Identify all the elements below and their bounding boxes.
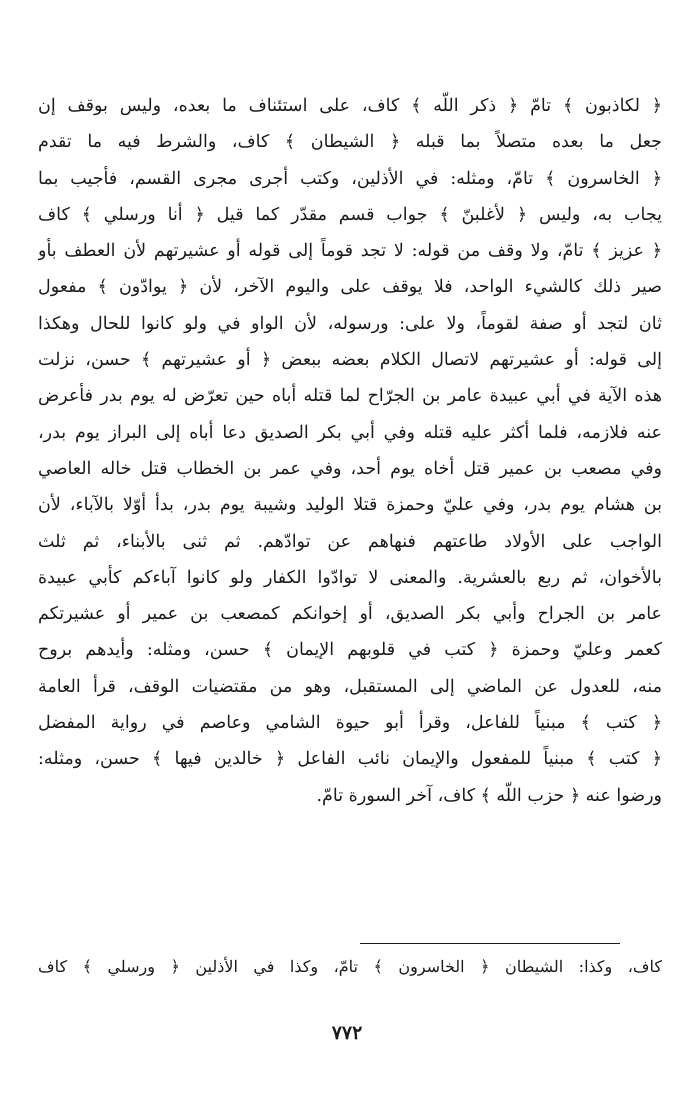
text-line-last: ورضوا عنه ﴿ حزب اللّه ﴾ كاف، آخر السورة تامّ. bbox=[316, 785, 662, 806]
text-line: وفي مصعب بن عمير قتل أخاه يوم أحد، وفي عمر بن الخطاب قتل خاله العاصي bbox=[38, 458, 662, 479]
text-line: ﴿ كتب ﴾ مبنياً للفاعل، وقرأ أبو حيوة الشامي وعاصم في رواية المفضل bbox=[38, 713, 662, 734]
text-line: عامر بن الجراح وأبي بكر الصديق، أو إخوانكم كمصعب بن عمير أو عشيرتكم bbox=[38, 604, 662, 625]
text-line: صير ذلك كالشيء الواحد، فلا يوقف على واليوم الآخر، لأن ﴿ يوادّون ﴾ مفعول bbox=[38, 277, 662, 298]
text-line: عنه فلازمه، فلما أكثر عليه قتله وفي أبي بكر الصديق دعا أباه إلى البراز يوم بدر، bbox=[38, 422, 662, 443]
page-number: ٧٧٢ bbox=[331, 1022, 363, 1044]
text-line: ﴿ كتب ﴾ مبنياً للمفعول والإيمان نائب الفاعل ﴿ خالدين فيها ﴾ حسن، ومثله: bbox=[38, 749, 662, 770]
text-line: كعمر وعليّ وحمزة ﴿ كتب في قلوبهم الإيمان ﴾ حسن، ومثله: وأيدهم بروح bbox=[38, 640, 662, 661]
text-line: ثان لتجد أو صفة لقوماً، ولا على: ورسوله، لأن الواو في ولو كانوا للحال وهكذا bbox=[38, 313, 662, 334]
text-line: الواجب على الأولاد طاعتهم فنهاهم عن توادّهم. ثم ثنى بالأبناء، ثم ثلث bbox=[38, 531, 662, 552]
text-line: منه، للعدول عن الماضي إلى المستقبل، وهو من مقتضيات الوقف، قرأ العامة bbox=[38, 676, 662, 697]
text-line: بالأخوان، ثم ربع بالعشرية. والمعنى لا توادّوا الكفار ولو كانوا آباءكم كأبي عبيدة bbox=[38, 567, 662, 588]
text-line: ﴿ عزيز ﴾ تامّ، ولا وقف من قوله: لا تجد قوماً إلى قوله أو عشيرتهم لأن العطف بأو bbox=[38, 241, 662, 262]
text-line: ﴿ الخاسرون ﴾ تامّ، ومثله: في الأذلين، وكتب أجرى مجرى القسم، فأجيب بما bbox=[38, 168, 662, 189]
footnote-text: كاف، وكذا: الشيطان ﴿ الخاسرون ﴾ تامّ، وكذا في الأذلين ﴿ ورسلي ﴾ كاف bbox=[38, 957, 662, 976]
text-line: هذه الآية في أبي عبيدة عامر بن الجرّاح لما قتله أباه حين تعرّض له يوم بدر فأعرض bbox=[38, 386, 662, 407]
text-line: يجاب به، وليس ﴿ لأغلبنّ ﴾ جواب قسم مقدّر كما قيل ﴿ أنا ورسلي ﴾ كاف bbox=[38, 204, 662, 225]
text-line: جعل ما بعده متصلاً بما قبله ﴿ الشيطان ﴾ كاف، والشرط فيه ما تقدم bbox=[38, 132, 662, 153]
footnote-divider bbox=[360, 943, 620, 944]
main-text-block bbox=[38, 88, 662, 814]
text-line: إلى قوله: أو عشيرتهم لاتصال الكلام بعضه ببعض ﴿ أو عشيرتهم ﴾ حسن، نزلت bbox=[38, 350, 662, 371]
text-line: بن هشام يوم بدر، وفي عليّ وحمزة قتلا الوليد وشيبة يوم بدر، بدأ أوّلا بالآباء، لأن bbox=[38, 495, 662, 516]
text-line: ﴿ لكاذبون ﴾ تامّ ﴿ ذكر اللّه ﴾ كاف، على استئناف ما بعده، وليس بوقف إن bbox=[38, 96, 662, 116]
